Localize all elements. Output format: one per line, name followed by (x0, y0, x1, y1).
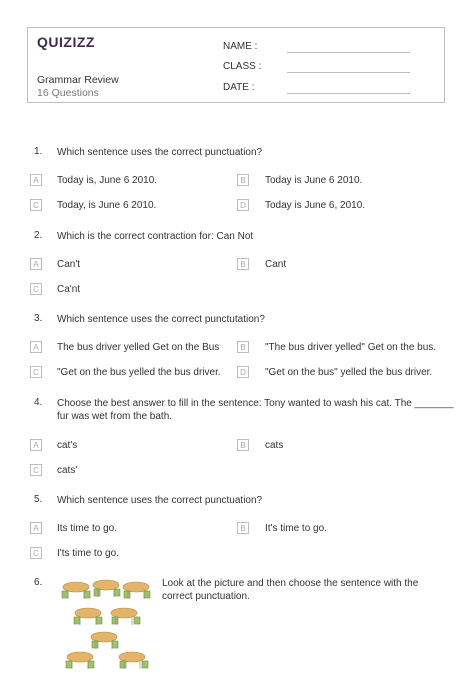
option-text: Cant (265, 259, 287, 270)
option-box[interactable]: B (237, 174, 249, 186)
option-text: "Get on the bus" yelled the bus driver. (265, 367, 433, 378)
quizizz-logo: QUIZIZZ (37, 34, 95, 50)
name-label: NAME : (223, 41, 258, 52)
option-box[interactable]: A (30, 439, 42, 451)
option-box[interactable]: A (30, 522, 42, 534)
option-text: Can't (57, 259, 81, 270)
option-text: Today is June 6 2010. (265, 175, 363, 186)
option-box[interactable]: A (30, 258, 42, 270)
option-text: Its time to go. (57, 523, 118, 534)
question-number: 1. (34, 146, 43, 157)
option-box[interactable]: B (237, 522, 249, 534)
class-line[interactable] (287, 72, 410, 73)
date-line[interactable] (287, 93, 410, 94)
option-text: Today is June 6, 2010. (265, 200, 366, 211)
option-text: cats (265, 440, 284, 451)
question-text: Which is the correct contraction for: Can Not (57, 231, 254, 242)
class-label: CLASS : (223, 61, 262, 72)
question-number: 6. (34, 577, 43, 588)
question-text: Which sentence uses the correct punctuation? (57, 147, 263, 158)
question-count: 16 Questions (37, 87, 99, 99)
option-text: Ca'nt (57, 284, 81, 295)
option-box[interactable]: B (237, 258, 249, 270)
question-number: 4. (34, 397, 43, 408)
option-text: cat's (57, 440, 78, 451)
option-box[interactable]: C (30, 366, 42, 378)
option-text: The bus driver yelled Get on the Bus (57, 342, 220, 353)
option-box[interactable]: C (30, 283, 42, 295)
question-number: 2. (34, 230, 43, 241)
desks-illustration (58, 575, 156, 670)
question-text-continued: correct punctuation. (162, 591, 250, 602)
option-box[interactable]: A (30, 341, 42, 353)
option-box[interactable]: C (30, 464, 42, 476)
name-line[interactable] (287, 52, 410, 53)
date-label: DATE : (223, 82, 255, 93)
option-text: cats' (57, 465, 78, 476)
classroom-desks-image (58, 575, 156, 670)
option-box[interactable]: B (237, 341, 249, 353)
option-text: Today, is June 6 2010. (57, 200, 157, 211)
option-box[interactable]: D (237, 366, 249, 378)
question-text: Choose the best answer to fill in the sentence: Tony wanted to wash his cat. The _______ (57, 398, 454, 409)
option-text: "The bus driver yelled" Get on the bus. (265, 342, 437, 353)
option-box[interactable]: C (30, 199, 42, 211)
option-box[interactable]: B (237, 439, 249, 451)
option-text: It's time to go. (265, 523, 327, 534)
question-number: 3. (34, 313, 43, 324)
question-text: Look at the picture and then choose the sentence with the (162, 578, 419, 589)
worksheet-title: Grammar Review (37, 74, 119, 86)
option-box[interactable]: D (237, 199, 249, 211)
option-box[interactable]: C (30, 547, 42, 559)
option-text: Today is, June 6 2010. (57, 175, 158, 186)
question-text: Which sentence uses the correct punctutation? (57, 314, 265, 325)
option-text: I'ts time to go. (57, 548, 119, 559)
option-box[interactable]: A (30, 174, 42, 186)
question-text: Which sentence uses the correct punctuation? (57, 495, 263, 506)
question-number: 5. (34, 494, 43, 505)
question-text-continued: fur was wet from the bath. (57, 411, 173, 422)
option-text: "Get on the bus yelled the bus driver. (57, 367, 221, 378)
